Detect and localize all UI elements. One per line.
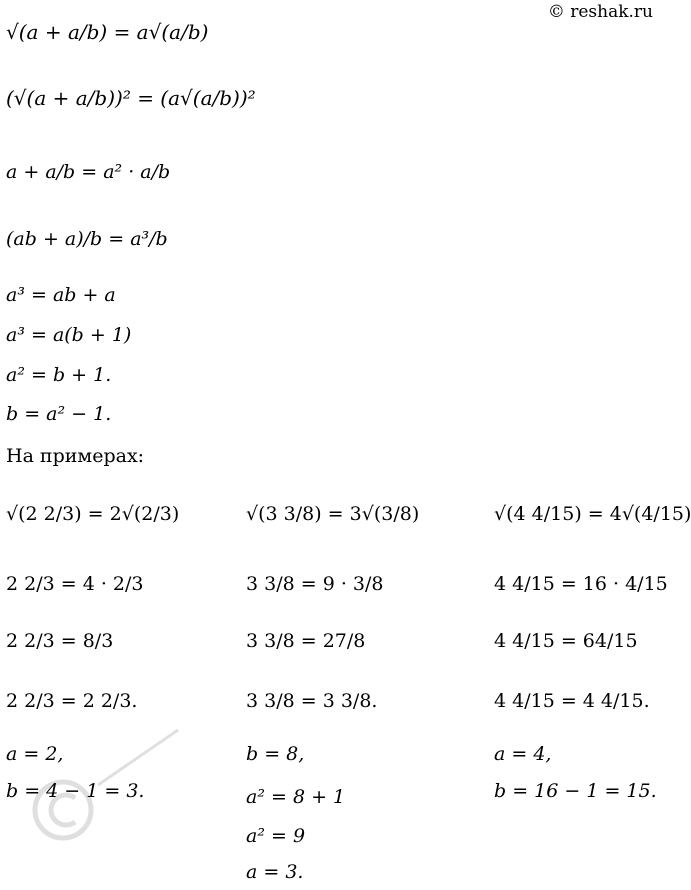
example-2-line-3: 3 3/8 = 27/8	[246, 630, 366, 652]
example-3-line-1: √(4 4/15) = 4√(4/15)	[494, 503, 691, 525]
example-2-line-5: b = 8,	[246, 743, 305, 765]
examples-heading: На примерах:	[6, 445, 145, 467]
example-3-line-3: 4 4/15 = 64/15	[494, 630, 638, 652]
copyright-notice: © reshak.ru	[547, 2, 653, 22]
example-3-line-6: b = 16 − 1 = 15.	[494, 780, 657, 802]
example-1-line-3: 2 2/3 = 8/3	[6, 630, 114, 652]
example-2-line-8: a = 3.	[246, 861, 304, 883]
example-1-line-4: 2 2/3 = 2 2/3.	[6, 690, 138, 712]
derivation-step-6: a³ = a(b + 1)	[6, 324, 132, 346]
example-1-line-1: √(2 2/3) = 2√(2/3)	[6, 503, 180, 525]
example-3-line-4: 4 4/15 = 4 4/15.	[494, 690, 650, 712]
derivation-step-7: a² = b + 1.	[6, 364, 112, 386]
example-2-line-4: 3 3/8 = 3 3/8.	[246, 690, 378, 712]
derivation-step-5: a³ = ab + a	[6, 284, 116, 306]
derivation-step-1: √(a + a/b) = a√(a/b)	[6, 20, 209, 44]
example-1-line-5: a = 2,	[6, 743, 64, 765]
derivation-step-4: (ab + a)/b = a³/b	[6, 228, 168, 250]
example-3-line-2: 4 4/15 = 16 · 4/15	[494, 573, 668, 595]
example-2-line-6: a² = 8 + 1	[246, 786, 346, 808]
example-2-line-2: 3 3/8 = 9 · 3/8	[246, 573, 384, 595]
example-2-line-7: a² = 9	[246, 825, 306, 847]
example-1-line-2: 2 2/3 = 4 · 2/3	[6, 573, 144, 595]
example-1-line-6: b = 4 − 1 = 3.	[6, 780, 145, 802]
example-2-line-1: √(3 3/8) = 3√(3/8)	[246, 503, 420, 525]
derivation-step-8: b = a² − 1.	[6, 403, 112, 425]
derivation-step-2: (√(a + a/b))² = (a√(a/b))²	[6, 86, 256, 110]
derivation-step-3: a + a/b = a² · a/b	[6, 161, 171, 183]
example-3-line-5: a = 4,	[494, 743, 552, 765]
